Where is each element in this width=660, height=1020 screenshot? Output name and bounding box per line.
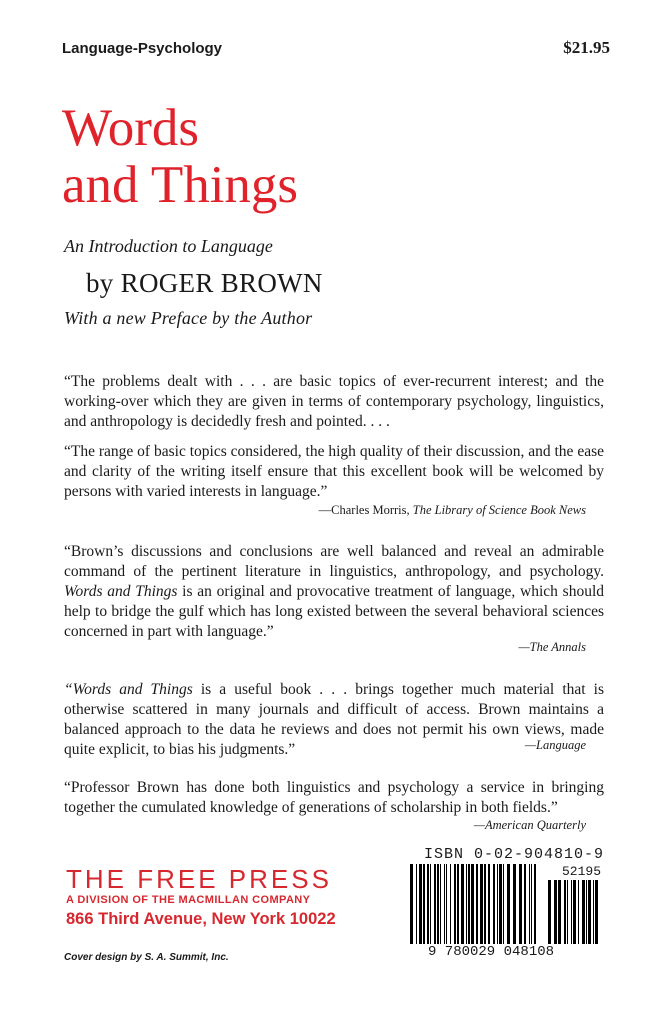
barcode-bar [503,864,504,944]
cover-design-credit: Cover design by S. A. Summit, Inc. [64,952,229,963]
barcode-bar [593,880,594,944]
barcode-bar [450,864,451,944]
barcode-bar [466,864,467,944]
barcode-bar [454,864,456,944]
title-line-1: Words [62,99,200,157]
review-quote-1b: “The range of basic topics considered, the high quality of their discussion, and the ease and clarity of the writing itself ensure that this excellent book will be welcomed by persons with varied interests in language.” [64,443,604,500]
barcode-bar [471,864,474,944]
quote-2-post: is an original and provocative treatment of language, which should help to bridge the gulf which has long existed between the several behavioral sciences concerned in part with language.” [64,583,605,640]
publisher-address: 866 Third Avenue, New York 10022 [66,910,336,928]
review-attribution-3 [525,738,586,753]
barcode-bar [461,864,464,944]
barcode-bar [430,864,431,944]
barcode-bar [571,880,572,944]
review-attribution-4 [474,818,586,833]
review-quote-4: “Professor Brown has done both linguistics and psychology a service in bringing together the cumulated knowledge of generations of scholarship in both fields.” [64,779,604,816]
book-title [62,100,298,214]
review-quote-3 [64,680,604,760]
barcode-bar [457,864,459,944]
barcode-bar [468,864,470,944]
isbn-label: ISBN 0-02-904810-9 [424,846,605,863]
quote-3-post: is a useful book . . . brings together much material that is otherwise scattered in many journals and difficult of access. Brown maintains a balanced approach to the data he reviews and does not permit his own views, made quite explicit, to bias his judgments.” [64,681,604,758]
barcode-bar [595,880,598,944]
barcode-bar [416,864,417,944]
attribution-source: The Library of Science Book News [412,503,586,517]
barcode-bar [531,864,532,944]
barcode-bars-main [410,864,536,944]
publisher-name: THE FREE PRESS [66,864,332,894]
barcode-bar [476,864,478,944]
barcode-bar [578,880,579,944]
book-subtitle: An Introduction to Language [64,236,273,256]
review-attribution-2 [519,640,587,655]
barcode-bar [558,880,561,944]
barcode-bar [423,864,425,944]
barcode-bar [434,864,436,944]
quote-2-pre: “Brown’s discussions and conclusions are well balanced and reveal an admirable command of the pertinent literature in linguistics, anthropology, and psychology. [64,543,604,580]
attribution-name: —Charles Morris, [318,503,413,517]
barcode-bar [554,880,557,944]
category-label: Language-Psychology [62,40,223,57]
barcode-bar [567,880,568,944]
barcode-bar [519,864,522,944]
barcode-bar [440,864,441,944]
barcode-bar [419,864,422,944]
barcode-bars-supplement [548,880,598,944]
barcode-bar [582,880,585,944]
author-line: by ROGER BROWN [86,268,323,298]
barcode-bar [573,880,576,944]
barcode-bar [480,864,483,944]
review-quote-2 [64,542,604,642]
barcode-bar [427,864,429,944]
barcode-bar [507,864,510,944]
review-quote-1a: “The problems dealt with . . . are basic topics of ever-recurrent interest; and the working-over which they are given in terms of contemporary psychology, linguistics, and anthropology is decidedly fresh and pointed. . . . [64,373,604,430]
quote-3-title: “Words and Things [64,681,193,698]
barcode-bar [548,880,551,944]
barcode-bar [410,864,413,944]
barcode-bar [524,864,526,944]
barcode-bar [497,864,498,944]
barcode-bar [444,864,445,944]
publisher-division: A DIVISION OF THE MACMILLAN COMPANY [66,894,311,906]
barcode-bar [446,864,447,944]
review-attribution-1 [319,503,586,518]
barcode-bar [588,880,591,944]
price: $21.95 [563,38,610,57]
barcode-bar [484,864,486,944]
barcode-bar [564,880,566,944]
barcode-bar [437,864,439,944]
attribution-source: —Language [524,738,586,752]
barcode-bar [529,864,530,944]
barcode-supplement-number: 52195 [562,864,602,879]
barcode-bar [493,864,495,944]
title-line-2: and Things [62,156,299,214]
attribution-source: —American Quarterly [473,818,586,832]
barcode-bar [513,864,516,944]
barcode-bar [499,864,502,944]
preface-note: With a new Preface by the Author [64,308,313,328]
barcode-bar [488,864,490,944]
attribution-source: —The Annals [518,640,586,654]
quote-2-title: Words and Things [64,583,178,600]
barcode-bar [534,864,536,944]
barcode-number: 9 780029 048108 [428,944,555,960]
barcode-bar [586,880,587,944]
